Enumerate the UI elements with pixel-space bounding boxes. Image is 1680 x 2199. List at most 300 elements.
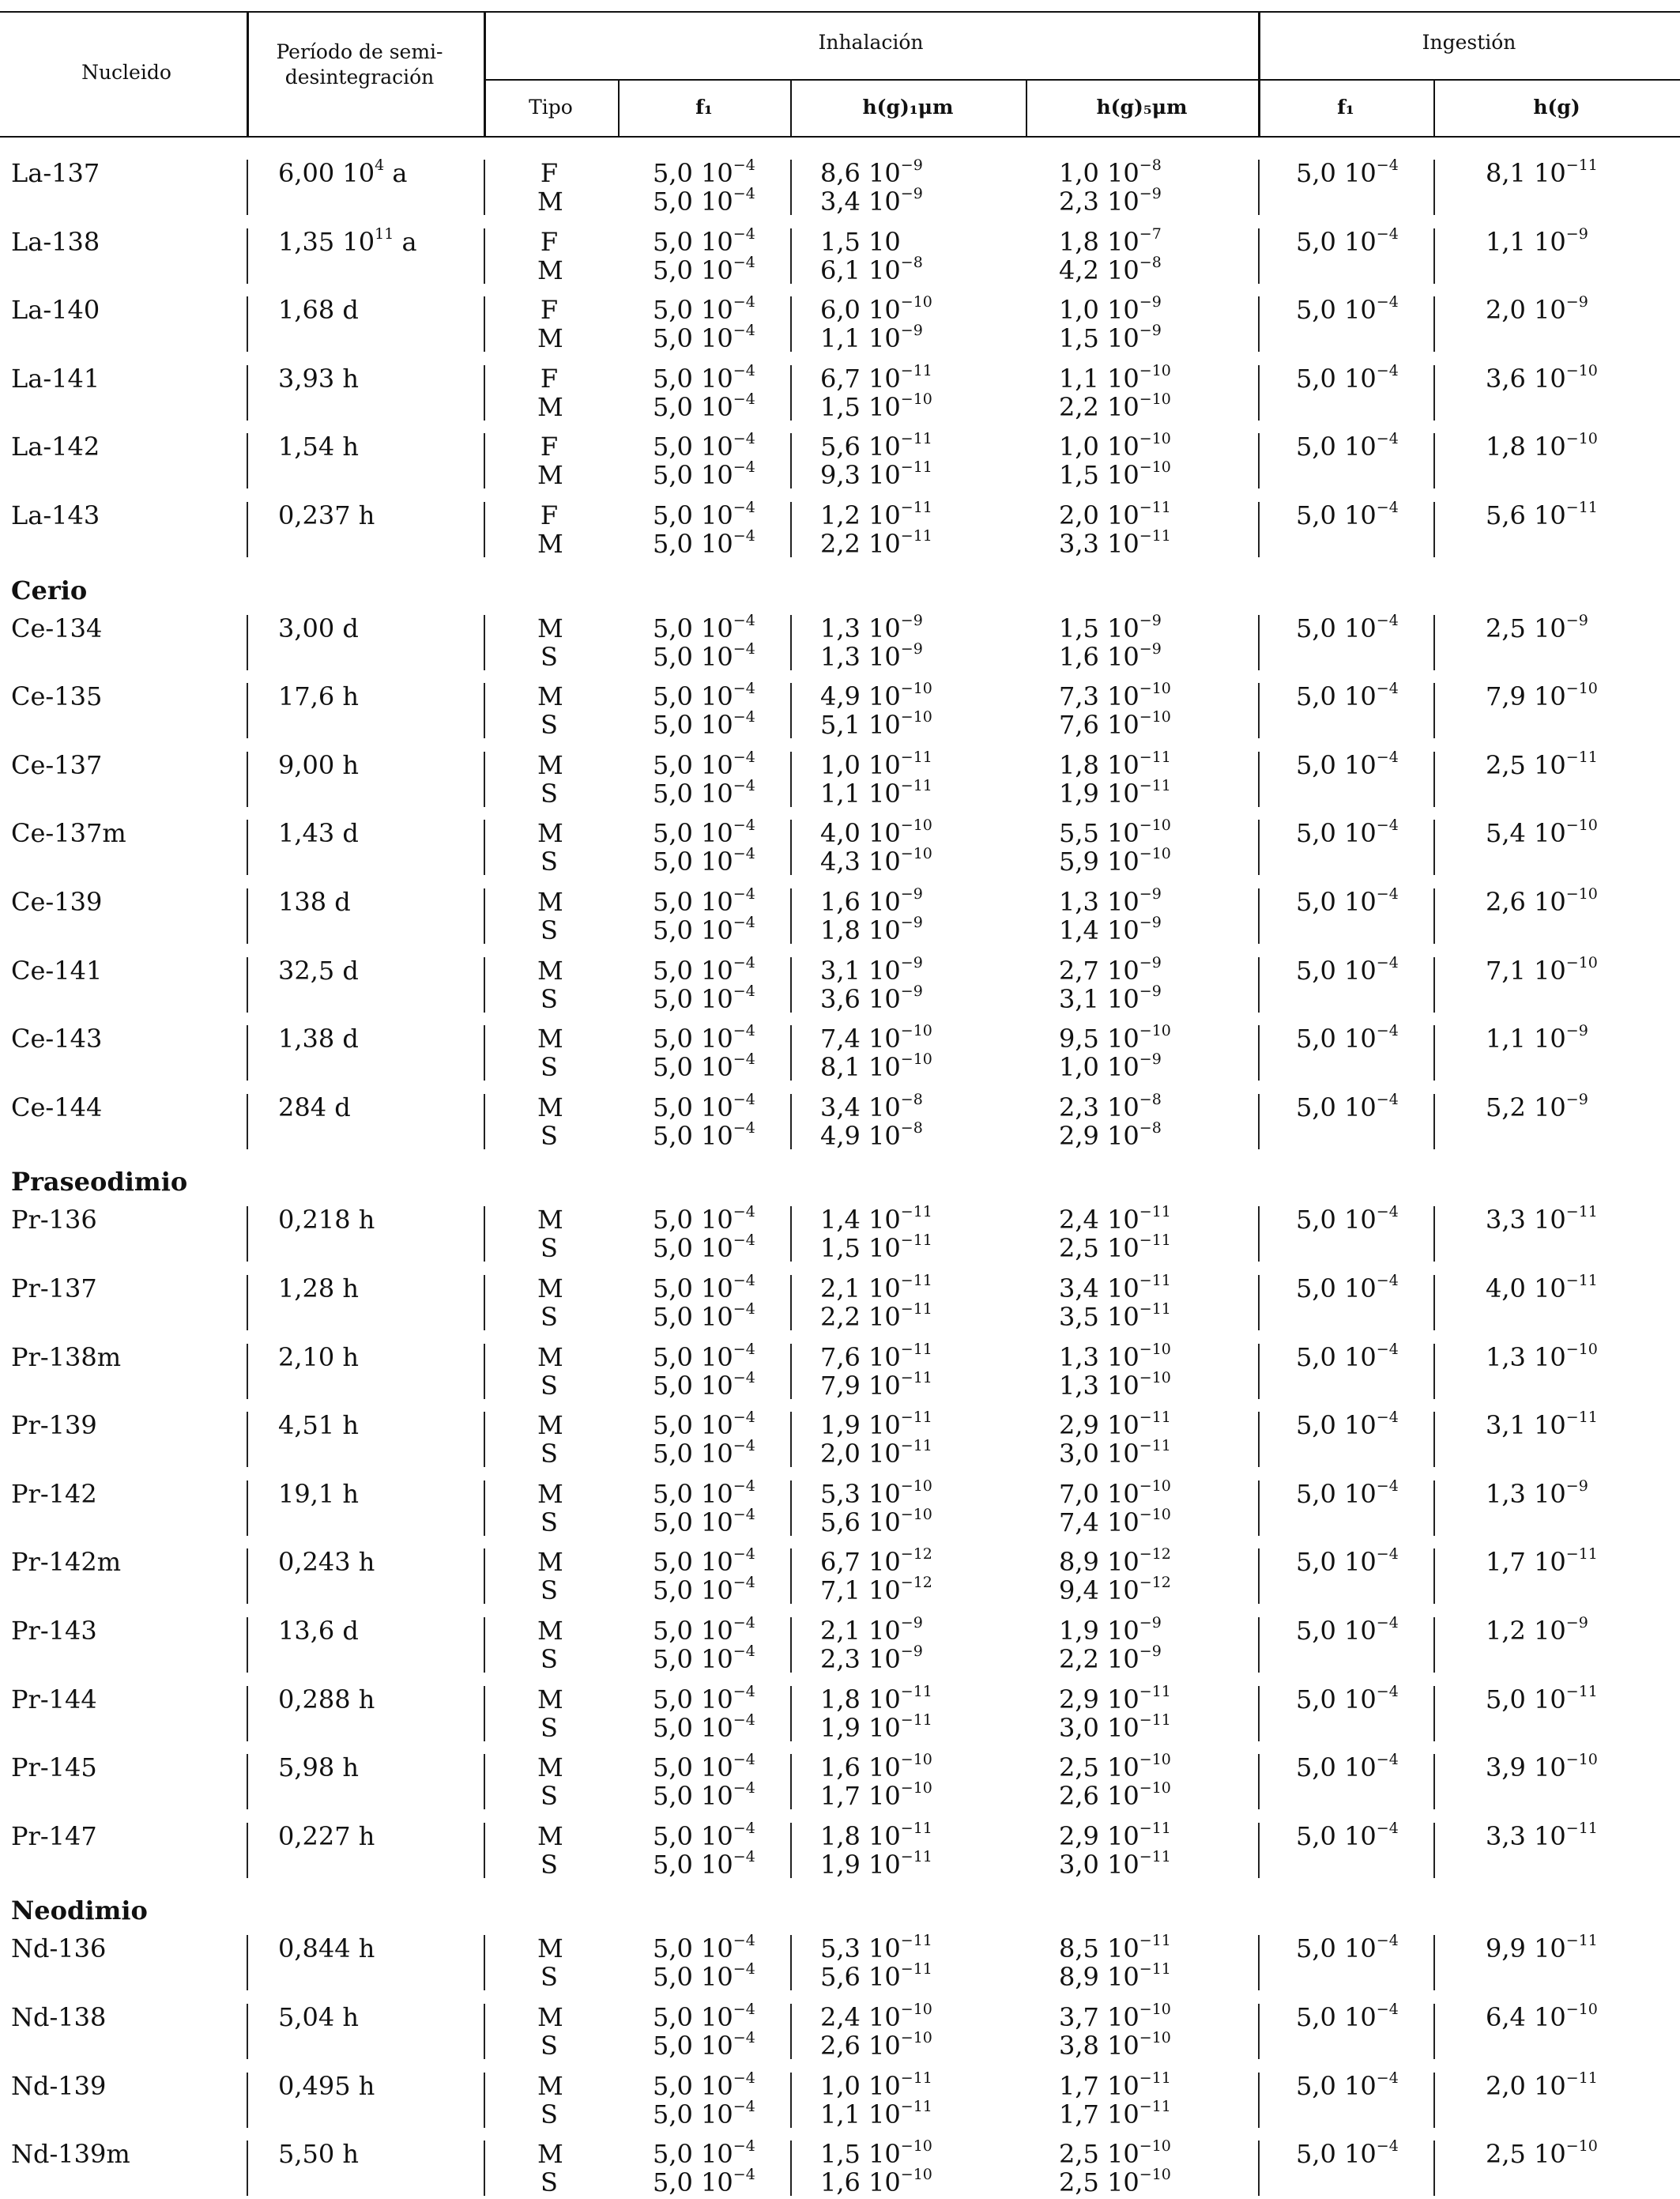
- inhalation-f1: [653, 187, 755, 217]
- inhalation-f1: [653, 1616, 755, 1646]
- value-exponent: −9: [1139, 322, 1162, 340]
- column-rule: [1433, 433, 1435, 488]
- value-exponent: −4: [733, 982, 755, 1000]
- ingestion-hg: [1486, 1024, 1588, 1054]
- value-base: 5,0 10: [1296, 500, 1377, 530]
- value-exponent: −4: [1376, 1090, 1399, 1108]
- inhalation-hg-5um: [1059, 2002, 1171, 2032]
- value-base: 1,5 10: [820, 391, 901, 422]
- value-base: 2,1 10: [820, 1273, 901, 1303]
- value-base: 7,4 10: [1059, 1507, 1139, 1537]
- value-exponent: −11: [900, 1437, 932, 1455]
- half-life: [278, 2139, 359, 2169]
- inhalation-f1: [653, 460, 755, 490]
- value-exponent: −9: [1139, 982, 1162, 1000]
- value-exponent: −12: [900, 1545, 932, 1563]
- half-life-value: 0,495 h: [278, 2070, 375, 2101]
- inhalation-hg-5um: [1059, 1479, 1171, 1509]
- value-base: 5,0 10: [653, 2031, 733, 2061]
- value-exponent: −10: [1139, 1779, 1171, 1797]
- value-base: 5,0 10: [1296, 1933, 1377, 1964]
- value-base: 5,0 10: [653, 1820, 733, 1851]
- value-exponent: −4: [733, 748, 755, 766]
- column-rule: [247, 228, 248, 284]
- half-life-value: 0,844 h: [278, 1933, 375, 1964]
- column-rule: [247, 1025, 248, 1081]
- column-rule: [790, 1206, 792, 1262]
- inhalation-f1: [653, 2071, 755, 2101]
- half-life: [278, 224, 417, 257]
- absorption-type: S: [541, 2099, 558, 2129]
- ingestion-f1: [1296, 2071, 1399, 2101]
- value-exponent: −4: [1376, 1932, 1399, 1950]
- ingestion-hg: [1486, 1821, 1598, 1851]
- value-exponent: −10: [1139, 680, 1171, 698]
- value-base: 1,3 10: [1486, 1478, 1566, 1509]
- nucleide-name: La-142: [11, 432, 100, 462]
- inhalation-f1: [653, 776, 755, 809]
- inhalation-hg-5um: [1059, 2071, 1171, 2101]
- absorption-type: S: [541, 1302, 558, 1332]
- group-heading: Cerio: [11, 575, 88, 605]
- value-exponent: −11: [900, 1368, 932, 1386]
- value-exponent: −4: [733, 253, 755, 271]
- value-base: 2,5 10: [1059, 2167, 1139, 2198]
- column-rule: [1433, 1480, 1435, 1536]
- inhalation-f1: [653, 1752, 755, 1782]
- absorption-type: M: [537, 1273, 563, 1303]
- column-rule: [247, 2073, 248, 2128]
- column-rule: [1258, 502, 1260, 557]
- inhalation-hg-5um: [1059, 1092, 1162, 1122]
- value-exponent: −4: [1376, 361, 1399, 379]
- value-exponent: −4: [733, 1711, 755, 1729]
- value-exponent: −9: [900, 914, 923, 931]
- value-exponent: −4: [733, 639, 755, 658]
- inhalation-hg-5um: [1059, 639, 1162, 672]
- value-exponent: −11: [1139, 1960, 1171, 1978]
- header-tipo: Tipo: [529, 96, 573, 119]
- value-exponent: −10: [1139, 708, 1171, 726]
- inhalation-f1: [653, 639, 755, 672]
- value-exponent: −9: [900, 1614, 923, 1631]
- inhalation-f1: [653, 1273, 755, 1303]
- table-row: [0, 500, 1680, 560]
- value-exponent: −12: [900, 1574, 932, 1592]
- inhalation-hg-5um: [1059, 187, 1162, 217]
- ingestion-f1: [1296, 1273, 1399, 1303]
- value-exponent: −11: [1565, 1272, 1598, 1289]
- value-base: 5,0 10: [653, 1684, 733, 1714]
- value-exponent: −9: [1565, 293, 1588, 311]
- value-exponent: −4: [733, 1090, 755, 1108]
- value-exponent: −9: [1139, 1614, 1162, 1631]
- ingestion-f1: [1296, 887, 1399, 917]
- value-exponent: −11: [1139, 1437, 1171, 1455]
- value-base: 5,0 10: [653, 613, 733, 643]
- ingestion-hg: [1486, 2139, 1598, 2169]
- value-exponent: −10: [900, 1751, 932, 1769]
- absorption-type: S: [541, 983, 558, 1014]
- value-base: 5,0 10: [653, 1302, 733, 1332]
- half-life: [278, 500, 375, 530]
- inhalation-hg-5um: [1059, 2099, 1171, 2129]
- ingestion-hg: [1486, 1205, 1598, 1235]
- column-rule: [790, 1754, 792, 1809]
- table-row: [0, 361, 1680, 424]
- column-rule: [247, 1823, 248, 1878]
- value-base: 1,5 10: [820, 226, 901, 257]
- inhalation-hg-1um: [820, 1273, 932, 1303]
- value-base: 1,0 10: [1059, 1052, 1139, 1083]
- inhalation-hg-1um: [820, 1205, 932, 1235]
- inhalation-hg-1um: [820, 1644, 923, 1674]
- value-exponent: −11: [900, 1819, 932, 1837]
- nucleide-name: Nd-139m: [11, 2139, 130, 2170]
- inhalation-hg-1um: [820, 1781, 932, 1811]
- ingestion-f1: [1296, 613, 1399, 643]
- column-rule: [1258, 1344, 1260, 1399]
- inhalation-hg-1um: [820, 1821, 932, 1851]
- absorption-type: M: [537, 1752, 563, 1783]
- half-life-value: 138 d: [278, 887, 351, 917]
- column-rule: [484, 160, 485, 215]
- inhalation-f1: [653, 1302, 755, 1332]
- ingestion-hg: [1486, 1342, 1598, 1372]
- nucleide-name: Ce-134: [11, 613, 103, 643]
- value-exponent: −4: [1376, 2137, 1399, 2156]
- half-life-value: 1,35 10: [278, 226, 375, 257]
- value-exponent: −11: [1139, 1272, 1171, 1289]
- value-exponent: −8: [900, 1118, 923, 1137]
- value-exponent: −9: [900, 982, 923, 1000]
- table-row: [0, 1342, 1680, 1402]
- value-exponent: −11: [1139, 1682, 1171, 1700]
- value-base: 2,9 10: [1059, 1820, 1139, 1851]
- value-exponent: −8: [1139, 157, 1162, 174]
- ingestion-f1: [1296, 158, 1399, 188]
- column-rule: [1258, 683, 1260, 738]
- value-exponent: −4: [733, 1022, 755, 1040]
- value-base: 5,9 10: [1059, 847, 1139, 877]
- half-life-value: 0,288 h: [278, 1684, 375, 1714]
- value-exponent: −11: [900, 458, 932, 477]
- value-base: 1,5 10: [1059, 460, 1139, 491]
- value-base: 9,5 10: [1059, 1024, 1139, 1054]
- ingestion-hg: [1486, 2002, 1598, 2032]
- half-life-value: 3,00 d: [278, 613, 359, 643]
- inhalation-f1: [653, 984, 755, 1014]
- value-exponent: −4: [733, 1232, 755, 1250]
- inhalation-hg-1um: [820, 750, 932, 780]
- value-base: 5,0 10: [1296, 1478, 1377, 1509]
- inhalation-hg-5um: [1059, 2139, 1171, 2169]
- inhalation-hg-1um: [820, 2031, 932, 2061]
- value-base: 1,9 10: [1059, 1616, 1139, 1646]
- absorption-type: S: [541, 1370, 558, 1401]
- absorption-type: M: [537, 1933, 563, 1964]
- inhalation-hg-1um: [820, 432, 932, 462]
- absorption-type: M: [537, 681, 563, 712]
- value-exponent: −9: [900, 611, 923, 629]
- value-exponent: −11: [1139, 499, 1171, 516]
- value-exponent: −10: [1139, 1751, 1171, 1769]
- half-life-value: 0,218 h: [278, 1205, 375, 1235]
- absorption-type: S: [541, 1120, 558, 1151]
- value-base: 5,6 10: [820, 432, 901, 462]
- column-rule: [1258, 820, 1260, 875]
- inhalation-hg-1um: [820, 1507, 932, 1537]
- value-base: 1,0 10: [1059, 158, 1139, 188]
- value-exponent: −11: [900, 1711, 932, 1729]
- column-rule: [1433, 296, 1435, 352]
- value-base: 5,0 10: [653, 641, 733, 672]
- half-life: [278, 750, 359, 780]
- value-exponent: −10: [1139, 2001, 1171, 2018]
- value-base: 5,0 10: [653, 226, 733, 257]
- value-base: 3,3 10: [1059, 529, 1139, 559]
- value-base: 3,1 10: [1059, 983, 1139, 1014]
- table-row: [0, 1616, 1680, 1676]
- value-exponent: −10: [900, 293, 932, 311]
- inhalation-f1: [653, 1847, 755, 1880]
- table-row: [0, 2071, 1680, 2131]
- inhalation-f1: [653, 1547, 755, 1577]
- nucleide-name: Pr-142: [11, 1478, 97, 1509]
- value-base: 2,0 10: [1059, 500, 1139, 530]
- value-exponent: −4: [733, 1437, 755, 1455]
- value-base: 2,5 10: [1486, 749, 1566, 780]
- value-exponent: −11: [1139, 1847, 1171, 1865]
- half-life: [278, 1273, 359, 1303]
- value-exponent: −10: [900, 680, 932, 698]
- column-rule: [1258, 228, 1260, 284]
- column-rule: [247, 1480, 248, 1536]
- half-life-value: 4,51 h: [278, 1410, 360, 1441]
- absorption-type: S: [541, 915, 558, 945]
- value-base: 5,0 10: [653, 710, 733, 741]
- value-base: 5,0 10: [653, 1273, 733, 1303]
- value-exponent: −4: [1376, 157, 1399, 174]
- value-exponent: −11: [1139, 776, 1171, 794]
- column-rule: [1258, 1412, 1260, 1467]
- half-life-value: 3,93 h: [278, 363, 360, 394]
- column-rule: [484, 1412, 485, 1467]
- value-base: 3,0 10: [1059, 1439, 1139, 1469]
- value-exponent: −10: [1139, 1022, 1171, 1040]
- ingestion-hg: [1486, 1092, 1588, 1122]
- inhalation-hg-5um: [1059, 361, 1171, 394]
- ingestion-hg: [1486, 361, 1598, 394]
- inhalation-hg-5um: [1059, 953, 1162, 986]
- absorption-type: M: [537, 187, 563, 217]
- inhalation-hg-5um: [1059, 1052, 1162, 1082]
- value-base: 5,0 10: [653, 1120, 733, 1151]
- absorption-type: S: [541, 1439, 558, 1469]
- value-base: 1,0 10: [820, 749, 901, 780]
- half-life-unit: a: [394, 226, 417, 257]
- table-row: [0, 1273, 1680, 1333]
- inhalation-f1: [653, 613, 755, 643]
- value-exponent: −4: [1376, 2001, 1399, 2018]
- column-rule: [247, 820, 248, 875]
- column-rule: [484, 888, 485, 944]
- column-rule: [247, 1412, 248, 1467]
- absorption-type: S: [541, 641, 558, 672]
- value-base: 5,0 10: [1296, 226, 1377, 257]
- value-exponent: −11: [900, 1272, 932, 1289]
- inhalation-f1: [653, 1118, 755, 1151]
- half-life-value: 1,68 d: [278, 295, 359, 326]
- inhalation-f1: [653, 953, 755, 986]
- value-base: 9,4 10: [1059, 1575, 1139, 1606]
- value-exponent: −10: [1139, 2137, 1171, 2156]
- value-exponent: −4: [733, 1751, 755, 1769]
- value-exponent: −10: [900, 1779, 932, 1797]
- inhalation-hg-1um: [820, 818, 932, 848]
- value-exponent: −9: [1565, 224, 1588, 243]
- value-exponent: −4: [733, 1050, 755, 1069]
- ingestion-hg: [1486, 1752, 1598, 1782]
- absorption-type: M: [537, 1341, 563, 1372]
- value-exponent: −10: [1565, 2137, 1598, 2156]
- inhalation-f1: [653, 1962, 755, 1992]
- value-exponent: −11: [1139, 2069, 1171, 2087]
- inhalation-hg-1um: [820, 776, 932, 809]
- column-rule: [1258, 1480, 1260, 1536]
- column-rule: [484, 1617, 485, 1673]
- value-exponent: −11: [1139, 1711, 1171, 1729]
- value-base: 5,0 10: [653, 681, 733, 712]
- value-exponent: −11: [1139, 1300, 1171, 1318]
- inhalation-f1: [653, 1644, 755, 1674]
- inhalation-f1: [653, 323, 755, 353]
- value-exponent: −11: [1139, 1932, 1171, 1950]
- value-base: 8,9 10: [1059, 1547, 1139, 1578]
- inhalation-hg-5um: [1059, 887, 1162, 917]
- column-rule: [484, 2141, 485, 2196]
- column-rule: [790, 1344, 792, 1399]
- value-exponent: −4: [733, 1545, 755, 1563]
- column-rule: [790, 1686, 792, 1741]
- inhalation-f1: [653, 2139, 755, 2169]
- inhalation-f1: [653, 1507, 755, 1537]
- column-rule: [790, 1025, 792, 1081]
- inhalation-hg-1um: [820, 2071, 932, 2101]
- column-rule: [484, 683, 485, 738]
- column-rule: [247, 615, 248, 670]
- value-base: 1,0 10: [820, 2070, 901, 2101]
- value-base: 2,2 10: [820, 529, 901, 559]
- inhalation-f1: [653, 1575, 755, 1605]
- nucleide-name: Pr-144: [11, 1684, 97, 1714]
- column-rule: [1433, 888, 1435, 944]
- inhalation-hg-1um: [820, 2099, 932, 2129]
- value-base: 5,0 10: [653, 1616, 733, 1646]
- inhalation-f1: [653, 1024, 755, 1054]
- column-rule: [247, 888, 248, 944]
- half-life: [278, 1342, 359, 1372]
- value-exponent: −4: [733, 953, 755, 971]
- inhalation-f1: [653, 158, 755, 188]
- value-base: 2,7 10: [1059, 955, 1139, 986]
- value-exponent: −4: [733, 458, 755, 477]
- value-base: 5,0 10: [1296, 1092, 1377, 1122]
- value-base: 3,4 10: [820, 187, 901, 217]
- absorption-type: S: [541, 1781, 558, 1812]
- value-exponent: −10: [900, 708, 932, 726]
- table-row: [0, 295, 1680, 355]
- value-base: 2,2 10: [820, 1302, 901, 1332]
- value-exponent: −9: [900, 953, 923, 971]
- ingestion-hg: [1486, 500, 1598, 530]
- value-base: 1,1 10: [1486, 1024, 1566, 1054]
- ingestion-hg: [1486, 1616, 1588, 1646]
- ingestion-hg: [1486, 1479, 1588, 1509]
- absorption-type: M: [537, 1410, 563, 1441]
- half-life: [278, 1479, 359, 1509]
- ingestion-f1: [1296, 953, 1399, 986]
- column-rule: [1258, 1617, 1260, 1673]
- column-rule: [247, 502, 248, 557]
- nucleide-name: La-137: [11, 158, 100, 188]
- value-base: 3,3 10: [1486, 1205, 1566, 1235]
- inhalation-f1: [653, 500, 755, 530]
- nucleide-name: Nd-136: [11, 1933, 107, 1964]
- inhalation-f1: [653, 392, 755, 422]
- column-rule: [790, 1935, 792, 1990]
- value-base: 3,6 10: [1486, 363, 1566, 394]
- half-life-value: 2,10 h: [278, 1341, 360, 1372]
- inhalation-hg-5um: [1059, 1847, 1171, 1880]
- value-exponent: −10: [900, 1477, 932, 1495]
- value-base: 1,3 10: [1059, 1341, 1139, 1372]
- value-exponent: −4: [733, 1300, 755, 1318]
- inhalation-hg-5um: [1059, 1273, 1171, 1303]
- inhalation-hg-1um: [820, 1024, 932, 1054]
- column-rule: [790, 615, 792, 670]
- column-rule: [1433, 2141, 1435, 2196]
- value-base: 5,5 10: [1059, 818, 1139, 849]
- absorption-type: M: [537, 1478, 563, 1509]
- value-base: 5,0 10: [653, 1205, 733, 1235]
- value-exponent: −4: [733, 1682, 755, 1700]
- value-exponent: −10: [1139, 1505, 1171, 1523]
- inhalation-hg-1um: [820, 1575, 932, 1605]
- value-exponent: −9: [900, 157, 923, 174]
- inhalation-hg-1um: [820, 1233, 932, 1263]
- value-exponent: −11: [900, 2097, 932, 2115]
- inhalation-hg-1um: [820, 529, 932, 559]
- value-base: 3,7 10: [1059, 2002, 1139, 2032]
- nucleide-name: Pr-136: [11, 1205, 97, 1235]
- column-rule: [1433, 615, 1435, 670]
- value-exponent: −4: [1376, 1203, 1399, 1221]
- absorption-type: S: [541, 1507, 558, 1537]
- value-exponent: −11: [900, 2069, 932, 2087]
- column-rule: [484, 1754, 485, 1809]
- table-row: [0, 1821, 1680, 1881]
- column-rule: [247, 1548, 248, 1604]
- value-base: 1,6 10: [1059, 641, 1139, 672]
- absorption-type: F: [540, 226, 559, 257]
- value-base: 5,0 10: [1296, 1205, 1377, 1235]
- half-life: [278, 295, 359, 325]
- value-exponent: −9: [1139, 914, 1162, 931]
- value-base: 5,0 10: [653, 1024, 733, 1054]
- ingestion-f1: [1296, 224, 1399, 257]
- value-base: 2,6 10: [1059, 1781, 1139, 1812]
